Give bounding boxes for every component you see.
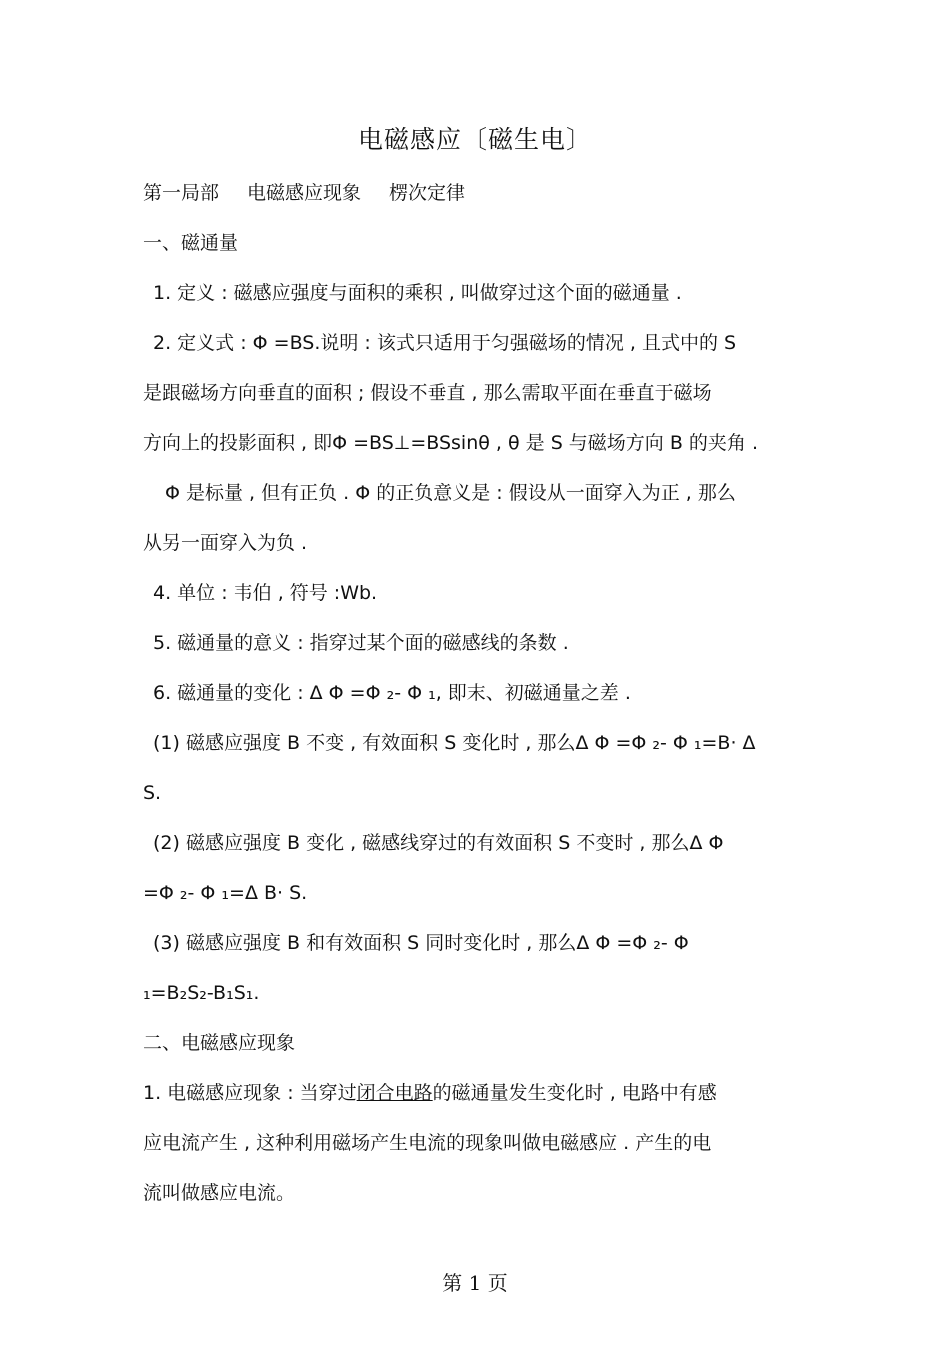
page-title: 电磁感应〔磁生电〕 <box>357 125 592 154</box>
flux-change-case-2: (2) 磁感应强度 B 变化 , 磁感线穿过的有效面积 S 不变时 , 那么Δ Φ <box>153 832 724 854</box>
flux-formula: 2. 定义式 : Φ =BS.说明 : 该式只适用于匀强磁场的情况 , 且式中的 S <box>153 332 737 354</box>
flux-formula-cont-1: 是跟磁场方向垂直的面积 ; 假设不垂直 , 那么需取平面在垂直于磁场 <box>143 382 712 404</box>
part-topic-2: 楞次定律 <box>389 182 466 204</box>
flux-scalar-note: Φ 是标量 , 但有正负 . Φ 的正负意义是 : 假设从一面穿入为正 , 那么 <box>165 482 736 504</box>
flux-formula-cont-2: 方向上的投影面积 , 即Φ =BS⊥=BSsinθ , θ 是 S 与磁场方向 B 的夹角 . <box>143 432 758 454</box>
flux-unit: 4. 单位 : 韦伯 , 符号 :Wb. <box>153 582 378 604</box>
flux-change-case-2-cont: =Φ ₂- Φ ₁=Δ B· S. <box>143 882 308 904</box>
induction-paragraph-line-3: 流叫做感应电流。 <box>143 1182 296 1204</box>
part-topic-1: 电磁感应现象 <box>247 182 362 204</box>
section-heading-flux: 一、磁通量 <box>143 232 239 254</box>
flux-scalar-note-cont: 从另一面穿入为负 . <box>143 532 308 554</box>
flux-change-case-1: (1) 磁感应强度 B 不变 , 有效面积 S 变化时 , 那么Δ Φ =Φ ₂- Φ ₁=B· Δ <box>153 732 756 754</box>
part-number: 第一局部 <box>143 182 220 204</box>
induction-text-post: 的磁通量发生变化时 , 电路中有感 <box>432 1082 717 1104</box>
flux-change-case-1-cont: S. <box>143 782 162 804</box>
part-heading <box>143 178 823 208</box>
induction-paragraph-line-2: 应电流产生 , 这种利用磁场产生电流的现象叫做电磁感应 . 产生的电 <box>143 1132 712 1154</box>
flux-definition: 1. 定义 : 磁感应强度与面积的乘积 , 叫做穿过这个面的磁通量 . <box>153 282 682 304</box>
page-number: 第 1 页 <box>442 1271 508 1295</box>
flux-change-case-3: (3) 磁感应强度 B 和有效面积 S 同时变化时 , 那么Δ Φ =Φ ₂- Φ <box>153 932 689 954</box>
section-heading-induction: 二、电磁感应现象 <box>143 1032 296 1054</box>
induction-paragraph-line-1 <box>143 1078 823 1108</box>
flux-change: 6. 磁通量的变化 : Δ Φ =Φ ₂- Φ ₁, 即末、初磁通量之差 . <box>153 682 631 704</box>
flux-change-case-3-cont: ₁=B₂S₂-B₁S₁. <box>143 982 260 1004</box>
induction-text-pre: 1. 电磁感应现象 : 当穿过 <box>143 1082 357 1104</box>
flux-meaning: 5. 磁通量的意义 : 指穿过某个面的磁感线的条数 . <box>153 632 569 654</box>
closed-circuit-term: 闭合电路 <box>356 1082 433 1104</box>
